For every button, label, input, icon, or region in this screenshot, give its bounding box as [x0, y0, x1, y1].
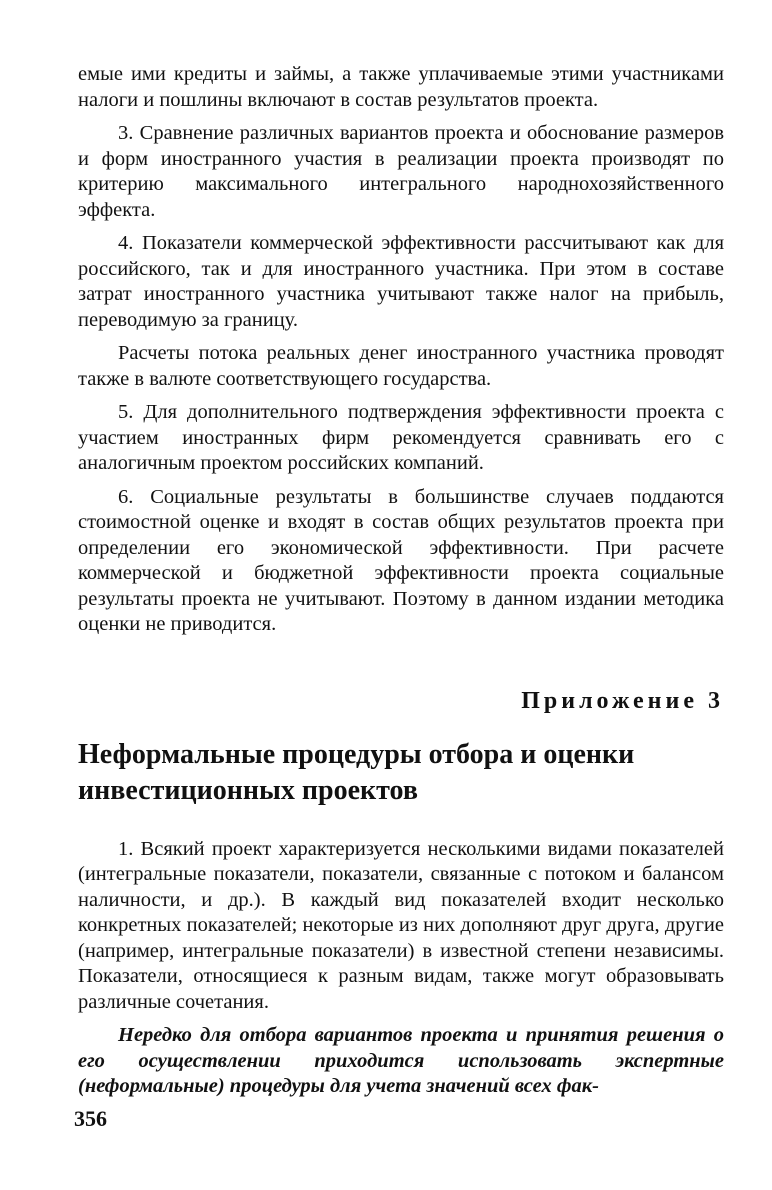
paragraph-italic: Нередко для отбора вариантов проекта и принятия решения о его осуществлении приходится использовать экспертные (неформальные) процедуры для учета значений всех фак- — [78, 1024, 724, 1097]
paragraph-item-1: 1. Всякий проект характеризуется несколькими видами показателей (интегральные показатели, показатели, связанные с потоком и балансом наличности, и др.). В каждый вид показателей входит несколько конкретных показателей; некоторые из них дополняют друг друга, другие (например, интегральные показатели) в известной степени независимы. Показатели, относящиеся к разным видам, также могут образовывать различные сочетания. — [78, 837, 724, 1013]
paragraph-continuation: емые ими кредиты и займы, а также уплачиваемые этими участниками налоги и пошлины включают в состав результатов проекта. — [78, 63, 724, 111]
paragraph-item-4: 4. Показатели коммерческой эффективности рассчитывают как для российского, так и для иностранного участника. При этом в составе затрат иностранного участника учитывают также налог на прибыль, переводимую за границу. — [78, 232, 724, 331]
section-heading: Неформальные процедуры отбора и оценки инвестиционных проектов — [78, 738, 635, 806]
appendix-label: Приложение 3 — [521, 687, 724, 714]
paragraph-currency: Расчеты потока реальных денег иностранного участника проводят также в валюте соответствующего государства. — [78, 342, 724, 390]
paragraph-item-6: 6. Социальные результаты в большинстве случаев поддаются стоимостной оценке и входят в состав общих результатов проекта при определении его экономической эффективности. При расчете коммерческой и бюджетной эффективности проекта социальные результаты проекта не учитывают. Поэтому в данном издании методика оценки не приводится. — [78, 485, 724, 635]
paragraph-item-5: 5. Для дополнительного подтверждения эффективности проекта с участием иностранных фирм рекомендуется сравнивать его с аналогичным проектом российских компаний. — [78, 401, 724, 474]
paragraph-item-3: 3. Сравнение различных вариантов проекта и обоснование размеров и форм иностранного участия в реализации проекта производят по критерию максимального интегрального народнохозяйственного эффекта. — [78, 122, 724, 221]
page-number: 356 — [74, 1106, 107, 1131]
page-content — [78, 62, 724, 1108]
